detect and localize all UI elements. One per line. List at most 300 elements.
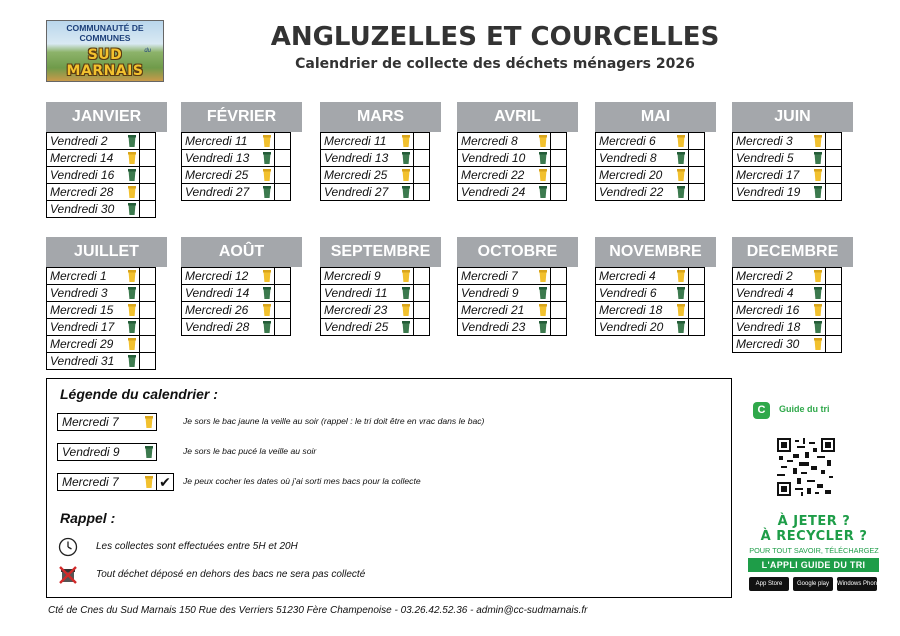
collection-row xyxy=(182,132,291,149)
month-dates xyxy=(457,132,567,201)
collection-checkbox[interactable] xyxy=(140,318,156,335)
collection-date: Vendredi 19 xyxy=(736,185,801,199)
month-header: JUILLET xyxy=(46,237,167,267)
collection-date: Mercredi 9 xyxy=(324,269,381,283)
month-block xyxy=(595,102,716,201)
collection-date-cell xyxy=(321,132,414,149)
month-block xyxy=(320,102,441,201)
collection-checkbox[interactable] xyxy=(551,318,567,335)
collection-date: Mercredi 28 xyxy=(50,185,114,199)
collection-date: Mercredi 20 xyxy=(599,168,663,182)
collection-row xyxy=(182,301,291,318)
month-dates xyxy=(46,267,156,370)
logo-line-du: du xyxy=(144,48,151,54)
collection-date-cell xyxy=(596,132,689,149)
rappel-text-2: Tout déchet déposé en dehors des bacs ne sera pas collecté xyxy=(96,569,366,580)
collection-date: Vendredi 5 xyxy=(736,151,794,165)
yellow-bin-icon xyxy=(402,270,410,282)
month-block xyxy=(457,237,578,336)
collection-date-cell xyxy=(733,267,826,284)
month-header: SEPTEMBRE xyxy=(320,237,441,267)
collection-checkbox[interactable] xyxy=(414,149,430,166)
collection-row xyxy=(458,284,567,301)
collection-checkbox[interactable] xyxy=(551,132,567,149)
collection-checkbox[interactable] xyxy=(689,183,705,200)
collection-date-cell xyxy=(182,318,275,335)
promo-line-3: POUR TOUT SAVOIR, TÉLÉCHARGEZ xyxy=(749,546,879,555)
month-dates xyxy=(320,267,430,336)
yellow-bin-icon xyxy=(263,304,271,316)
collection-row xyxy=(733,183,842,200)
collection-date-cell xyxy=(458,166,551,183)
collection-date: Vendredi 22 xyxy=(599,185,664,199)
green-bin-icon xyxy=(539,321,547,333)
yellow-bin-icon xyxy=(402,304,410,316)
guide-du-tri-label: Guide du tri xyxy=(779,404,830,414)
collection-date-cell xyxy=(47,267,140,284)
collection-checkbox[interactable] xyxy=(414,166,430,183)
collection-row xyxy=(47,267,156,284)
collection-row xyxy=(321,318,430,335)
collection-date: Mercredi 29 xyxy=(50,337,114,351)
collection-date: Vendredi 23 xyxy=(461,320,526,334)
collection-checkbox[interactable] xyxy=(551,284,567,301)
yellow-bin-icon xyxy=(677,304,685,316)
yellow-bin-icon xyxy=(814,270,822,282)
collection-checkbox[interactable] xyxy=(275,132,291,149)
collection-date-cell xyxy=(458,149,551,166)
collection-date-cell xyxy=(321,301,414,318)
collection-date: Vendredi 18 xyxy=(736,320,801,334)
collection-date-cell xyxy=(596,149,689,166)
collection-date: Mercredi 30 xyxy=(736,337,800,351)
collection-row xyxy=(321,132,430,149)
collection-row xyxy=(321,267,430,284)
collection-row xyxy=(47,318,156,335)
clock-icon xyxy=(58,537,78,557)
windows-phone-badge[interactable]: Windows Phone xyxy=(837,577,877,591)
month-header: NOVEMBRE xyxy=(595,237,716,267)
collection-checkbox[interactable] xyxy=(140,183,156,200)
month-header: AVRIL xyxy=(457,102,578,132)
month-block xyxy=(181,102,302,201)
yellow-bin-icon xyxy=(145,416,153,428)
collection-row xyxy=(47,149,156,166)
legend-desc-2: Je sors le bac pucé la veille au soir xyxy=(183,446,317,456)
collection-row xyxy=(733,132,842,149)
legend-cell-check xyxy=(57,473,157,491)
collection-row xyxy=(733,335,842,352)
collection-date-cell xyxy=(321,318,414,335)
logo xyxy=(46,20,164,82)
collection-date: Mercredi 11 xyxy=(324,134,387,148)
yellow-bin-icon xyxy=(677,169,685,181)
yellow-bin-icon xyxy=(263,270,271,282)
yellow-bin-icon xyxy=(128,304,136,316)
green-bin-icon xyxy=(677,321,685,333)
green-bin-icon xyxy=(402,287,410,299)
collection-row xyxy=(596,166,705,183)
collection-date: Mercredi 6 xyxy=(599,134,656,148)
yellow-bin-icon xyxy=(128,152,136,164)
collection-checkbox[interactable] xyxy=(140,166,156,183)
collection-checkbox[interactable] xyxy=(826,183,842,200)
collection-checkbox[interactable] xyxy=(826,149,842,166)
month-header: FÉVRIER xyxy=(181,102,302,132)
month-dates xyxy=(595,132,705,201)
collection-checkbox[interactable] xyxy=(551,267,567,284)
collection-checkbox[interactable] xyxy=(551,183,567,200)
qr-code-icon[interactable] xyxy=(777,438,835,496)
collection-date-cell xyxy=(47,132,140,149)
green-bin-icon xyxy=(677,152,685,164)
collection-date: Vendredi 27 xyxy=(185,185,250,199)
collection-checkbox[interactable] xyxy=(275,284,291,301)
collection-checkbox[interactable] xyxy=(689,166,705,183)
collection-row xyxy=(596,132,705,149)
month-dates xyxy=(320,132,430,201)
collection-checkbox[interactable] xyxy=(140,149,156,166)
footer-contact: Cté de Cnes du Sud Marnais 150 Rue des Verriers 51230 Fère Champenoise - 03.26.42.52.36 - admin@cc-sudmarnais.fr xyxy=(48,605,588,616)
collection-row xyxy=(321,166,430,183)
collection-date: Mercredi 12 xyxy=(185,269,249,283)
collection-row xyxy=(458,318,567,335)
collection-date: Mercredi 2 xyxy=(736,269,793,283)
collection-checkbox[interactable] xyxy=(826,284,842,301)
collection-row xyxy=(458,267,567,284)
collection-date: Mercredi 26 xyxy=(185,303,249,317)
green-bin-icon xyxy=(145,446,153,458)
green-bin-icon xyxy=(814,287,822,299)
yellow-bin-icon xyxy=(402,135,410,147)
green-bin-icon xyxy=(814,321,822,333)
collection-checkbox[interactable] xyxy=(689,284,705,301)
promo-line-4: L'APPLI GUIDE DU TRI xyxy=(748,558,879,572)
collection-checkbox[interactable] xyxy=(140,132,156,149)
green-bin-icon xyxy=(402,321,410,333)
collection-row xyxy=(321,149,430,166)
collection-row xyxy=(733,284,842,301)
collection-checkbox[interactable] xyxy=(414,132,430,149)
collection-date: Vendredi 11 xyxy=(324,286,388,300)
collection-date-cell xyxy=(47,301,140,318)
collection-checkbox[interactable] xyxy=(689,132,705,149)
promo-line-2: À RECYCLER ? xyxy=(760,529,868,544)
collection-date-cell xyxy=(182,166,275,183)
logo-line-1: COMMUNAUTÉ DE xyxy=(66,23,144,33)
collection-checkbox[interactable] xyxy=(414,267,430,284)
collection-date: Mercredi 1 xyxy=(50,269,107,283)
green-bin-icon xyxy=(814,152,822,164)
collection-date: Vendredi 16 xyxy=(50,168,115,182)
month-header: AOÛT xyxy=(181,237,302,267)
yellow-bin-icon xyxy=(814,304,822,316)
collection-date-cell xyxy=(47,284,140,301)
yellow-bin-icon xyxy=(814,135,822,147)
collection-date-cell xyxy=(321,267,414,284)
collection-date: Vendredi 2 xyxy=(50,134,108,148)
collection-date-cell xyxy=(182,183,275,200)
collection-date: Vendredi 6 xyxy=(599,286,657,300)
collection-checkbox[interactable] xyxy=(689,318,705,335)
month-block xyxy=(181,237,302,336)
collection-row xyxy=(321,284,430,301)
collection-date-cell xyxy=(596,301,689,318)
collection-date-cell xyxy=(733,335,826,352)
collection-checkbox[interactable] xyxy=(826,166,842,183)
collection-date-cell xyxy=(596,166,689,183)
yellow-bin-icon xyxy=(539,270,547,282)
collection-row xyxy=(458,166,567,183)
green-bin-icon xyxy=(263,152,271,164)
collection-date-cell xyxy=(47,149,140,166)
collection-checkbox[interactable] xyxy=(275,301,291,318)
collection-checkbox[interactable] xyxy=(826,267,842,284)
collection-row xyxy=(47,352,156,369)
collection-row xyxy=(182,267,291,284)
collection-checkbox[interactable] xyxy=(140,284,156,301)
month-block xyxy=(320,237,441,336)
yellow-bin-icon xyxy=(539,135,547,147)
yellow-bin-icon xyxy=(263,169,271,181)
guide-du-tri-icon: C xyxy=(753,402,770,419)
collection-checkbox[interactable] xyxy=(826,335,842,352)
collection-date: Mercredi 11 xyxy=(185,134,248,148)
promo-line-1: À JETER ? xyxy=(777,514,851,529)
collection-date-cell xyxy=(47,200,140,217)
collection-date-cell xyxy=(733,149,826,166)
yellow-bin-icon xyxy=(145,476,153,488)
collection-date-cell xyxy=(458,318,551,335)
green-bin-icon xyxy=(128,287,136,299)
collection-date-cell xyxy=(733,284,826,301)
collection-row xyxy=(733,267,842,284)
collection-row xyxy=(733,166,842,183)
yellow-bin-icon xyxy=(539,304,547,316)
collection-row xyxy=(47,335,156,352)
green-bin-icon xyxy=(539,152,547,164)
collection-row xyxy=(596,318,705,335)
collection-date: Mercredi 18 xyxy=(599,303,663,317)
page-subtitle: Calendrier de collecte des déchets ménagers 2026 xyxy=(295,56,695,72)
month-block xyxy=(457,102,578,201)
rappel-title: Rappel : xyxy=(60,510,116,526)
yellow-bin-icon xyxy=(814,338,822,350)
collection-checkbox[interactable] xyxy=(140,200,156,217)
collection-row xyxy=(458,149,567,166)
month-header: DECEMBRE xyxy=(732,237,853,267)
collection-date-cell xyxy=(321,284,414,301)
collection-checkbox[interactable] xyxy=(275,183,291,200)
collection-date-cell xyxy=(47,335,140,352)
collection-row xyxy=(596,149,705,166)
month-header: OCTOBRE xyxy=(457,237,578,267)
collection-date-cell xyxy=(47,318,140,335)
collection-row xyxy=(47,200,156,217)
collection-date: Mercredi 4 xyxy=(599,269,656,283)
month-block xyxy=(732,102,853,201)
collection-date: Vendredi 30 xyxy=(50,202,115,216)
green-bin-icon xyxy=(263,321,271,333)
month-dates xyxy=(732,132,842,201)
collection-row xyxy=(458,301,567,318)
collection-row xyxy=(458,132,567,149)
collection-date-cell xyxy=(182,301,275,318)
collection-checkbox[interactable] xyxy=(689,301,705,318)
collection-date-cell xyxy=(596,183,689,200)
green-bin-icon xyxy=(814,186,822,198)
collection-row xyxy=(733,149,842,166)
month-dates xyxy=(46,132,156,218)
collection-date-cell xyxy=(458,301,551,318)
month-block xyxy=(46,237,167,370)
collection-row xyxy=(596,284,705,301)
yellow-bin-icon xyxy=(677,135,685,147)
collection-date-cell xyxy=(733,183,826,200)
collection-checkbox[interactable] xyxy=(275,318,291,335)
collection-checkbox[interactable] xyxy=(414,284,430,301)
collection-date: Vendredi 13 xyxy=(185,151,250,165)
collection-row xyxy=(321,301,430,318)
collection-date: Vendredi 25 xyxy=(324,320,389,334)
yellow-bin-icon xyxy=(128,270,136,282)
collection-date-cell xyxy=(596,284,689,301)
month-dates xyxy=(457,267,567,336)
collection-row xyxy=(182,166,291,183)
checkmark-icon: ✔ xyxy=(157,473,174,491)
collection-checkbox[interactable] xyxy=(414,318,430,335)
legend-cell-yellow xyxy=(57,413,157,431)
green-bin-icon xyxy=(539,186,547,198)
collection-checkbox[interactable] xyxy=(826,132,842,149)
legend-date: Mercredi 7 xyxy=(62,415,119,429)
collection-date: Mercredi 8 xyxy=(461,134,518,148)
month-dates xyxy=(181,267,291,336)
yellow-bin-icon xyxy=(128,338,136,350)
green-bin-icon xyxy=(677,186,685,198)
yellow-bin-icon xyxy=(677,270,685,282)
collection-date: Vendredi 20 xyxy=(599,320,664,334)
collection-date-cell xyxy=(47,166,140,183)
collection-checkbox[interactable] xyxy=(689,149,705,166)
legend-date: Mercredi 7 xyxy=(62,475,119,489)
collection-date: Vendredi 27 xyxy=(324,185,389,199)
collection-checkbox[interactable] xyxy=(414,301,430,318)
collection-row xyxy=(182,284,291,301)
collection-date-cell xyxy=(733,318,826,335)
collection-date-cell xyxy=(596,267,689,284)
collection-date: Mercredi 3 xyxy=(736,134,793,148)
legend-desc-1: Je sors le bac jaune la veille au soir (rappel : le tri doit être en vrac dans le bac) xyxy=(183,416,485,426)
collection-date: Mercredi 14 xyxy=(50,151,114,165)
yellow-bin-icon xyxy=(263,135,271,147)
collection-date: Vendredi 3 xyxy=(50,286,108,300)
collection-checkbox[interactable] xyxy=(140,267,156,284)
collection-date: Mercredi 17 xyxy=(736,168,800,182)
collection-checkbox[interactable] xyxy=(275,149,291,166)
collection-row xyxy=(182,318,291,335)
yellow-bin-icon xyxy=(402,169,410,181)
collection-row xyxy=(458,183,567,200)
google-play-badge[interactable]: Google play xyxy=(793,577,833,591)
collection-checkbox[interactable] xyxy=(689,267,705,284)
collection-date: Mercredi 15 xyxy=(50,303,114,317)
collection-checkbox[interactable] xyxy=(414,183,430,200)
collection-checkbox[interactable] xyxy=(551,149,567,166)
collection-checkbox[interactable] xyxy=(140,301,156,318)
collection-date: Mercredi 25 xyxy=(324,168,388,182)
collection-checkbox[interactable] xyxy=(275,166,291,183)
collection-date-cell xyxy=(733,301,826,318)
collection-date-cell xyxy=(458,132,551,149)
month-header: MAI xyxy=(595,102,716,132)
collection-date: Mercredi 25 xyxy=(185,168,249,182)
collection-row xyxy=(47,132,156,149)
collection-date-cell xyxy=(321,149,414,166)
collection-date: Mercredi 16 xyxy=(736,303,800,317)
collection-date-cell xyxy=(321,166,414,183)
collection-date-cell xyxy=(182,132,275,149)
collection-checkbox[interactable] xyxy=(826,318,842,335)
month-block xyxy=(46,102,167,218)
yellow-bin-icon xyxy=(814,169,822,181)
forbidden-waste-icon xyxy=(58,565,78,585)
collection-row xyxy=(47,301,156,318)
collection-checkbox[interactable] xyxy=(275,267,291,284)
collection-row xyxy=(182,149,291,166)
collection-date: Vendredi 28 xyxy=(185,320,250,334)
green-bin-icon xyxy=(402,152,410,164)
collection-checkbox[interactable] xyxy=(551,166,567,183)
collection-date: Vendredi 14 xyxy=(185,286,250,300)
logo-line-3: SUD MARNAIS xyxy=(66,47,144,79)
collection-date: Mercredi 23 xyxy=(324,303,388,317)
collection-checkbox[interactable] xyxy=(551,301,567,318)
collection-row xyxy=(47,284,156,301)
collection-row xyxy=(321,183,430,200)
collection-date-cell xyxy=(733,132,826,149)
collection-date: Mercredi 21 xyxy=(461,303,525,317)
collection-row xyxy=(596,183,705,200)
collection-row xyxy=(47,183,156,200)
month-dates xyxy=(181,132,291,201)
green-bin-icon xyxy=(677,287,685,299)
collection-row xyxy=(47,166,156,183)
logo-line-2: COMMUNES xyxy=(79,33,131,43)
month-header: JANVIER xyxy=(46,102,167,132)
collection-date: Mercredi 7 xyxy=(461,269,518,283)
legend-date: Vendredi 9 xyxy=(62,445,120,459)
green-bin-icon xyxy=(263,186,271,198)
month-header: MARS xyxy=(320,102,441,132)
month-dates xyxy=(732,267,842,353)
collection-row xyxy=(596,267,705,284)
collection-checkbox[interactable] xyxy=(140,335,156,352)
green-bin-icon xyxy=(263,287,271,299)
collection-row xyxy=(733,301,842,318)
page-title: ANGLUZELLES ET COURCELLES xyxy=(270,22,720,52)
rappel-text-1: Les collectes sont effectuées entre 5H et 20H xyxy=(96,541,298,552)
collection-checkbox[interactable] xyxy=(140,352,156,369)
app-store-badge[interactable]: App Store xyxy=(749,577,789,591)
green-bin-icon xyxy=(128,321,136,333)
legend-cell-green xyxy=(57,443,157,461)
collection-row xyxy=(182,183,291,200)
collection-date-cell xyxy=(182,267,275,284)
collection-date: Mercredi 22 xyxy=(461,168,525,182)
collection-checkbox[interactable] xyxy=(826,301,842,318)
green-bin-icon xyxy=(402,186,410,198)
